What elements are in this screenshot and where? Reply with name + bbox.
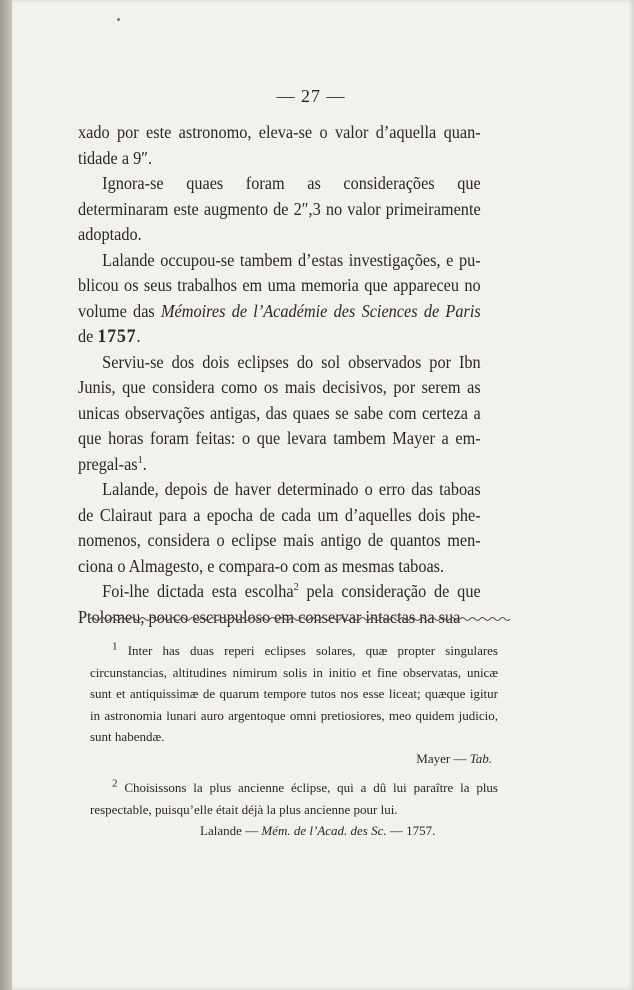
paper-fleck [117,18,120,21]
paragraph-3-de: de [78,326,98,346]
binding-gutter [0,0,12,990]
footnote-1-source: Tab. [469,750,492,766]
paragraph-3-year: 1757 [97,326,137,347]
footnotes [90,640,498,842]
paragraph-4-text: Serviu-se dos dois eclipses do sol observados por Ibn Junis, que considera como os mais decisivos, por serem as unicas observações antigas, das quaes se sabe com certeza a que horas foram feitas: o que levara tambem Mayer a empregal-as [78,351,481,474]
footnote-1 [90,640,498,748]
footnote-1-number: 1 [112,640,118,653]
footnote-2-text: Choisissons la plus ancienne éclipse, qui a dû lui paraître la plus respectable, puisqu’elle était déjà la plus ancienne pour lui. [90,780,498,817]
book-page [12,0,634,990]
footnote-1-attribution [90,748,498,770]
paragraph-4 [78,350,481,478]
footnote-2 [90,777,498,820]
footnote-2-number: 2 [112,777,118,790]
memoires-title: Mémoires de l’Académie des Sciences de Paris [160,300,481,321]
paragraph-5: Lalande, depois de haver determinado o erro das taboas de Clairaut para a epocha de cada um d’aquelles dois phenomenos, considera o eclipse mais antigo de quantos menciona o Almagesto, e compara-o com as mesmas taboas. [78,479,481,576]
footnote-2-attribution [90,820,498,842]
page-number: — 27 — [276,86,346,106]
footnote-1-author: Mayer — [416,750,470,766]
paragraph-6-end: pela consideração de que Ptolomeu, pouco escrupuloso em conservar intactas na sua [78,581,481,627]
paragraph-3-text: Lalande occupou-se tambem d’estas investigações, e publicou os seus trabalhos em uma memoria que appareceu no volume das [78,249,481,321]
footnote-ref-1: 1 [137,453,143,466]
footnote-2-year: — 1757. [386,823,436,838]
footnote-2-author: Lalande — [200,823,262,838]
paragraph-4-end: . [142,453,147,474]
footnote-2-source: Mém. de l’Acad. des Sc. [261,823,387,838]
footnote-separator-rule [90,615,510,623]
paragraph-6-start: Foi-lhe dictada esta escolha [102,581,294,601]
paragraph-1: xado por este astronomo, eleva-se o valor d’aquella quantidade a 9″. [78,122,481,168]
main-text [78,120,481,630]
paragraph-3 [78,248,481,350]
paragraph-2: Ignora-se quaes foram as considerações que determinaram este augmento de 2″,3 no valor primeiramente adoptado. [78,173,481,244]
footnote-ref-2: 2 [293,581,299,594]
footnote-1-text: Inter has duas reperi eclipses solares, quæ propter singulares circunstancias, altitudines nimirum solis in initio et fine observatas, unicæ sunt et antiquissimæ de quarum tempore tutos nos esse liceat; quæque igitur in astronomia lunari auro argentoque omni pretiosiores, meo quidem judicio, sunt habendæ. [90,643,498,744]
paragraph-3-end: . [136,326,141,346]
